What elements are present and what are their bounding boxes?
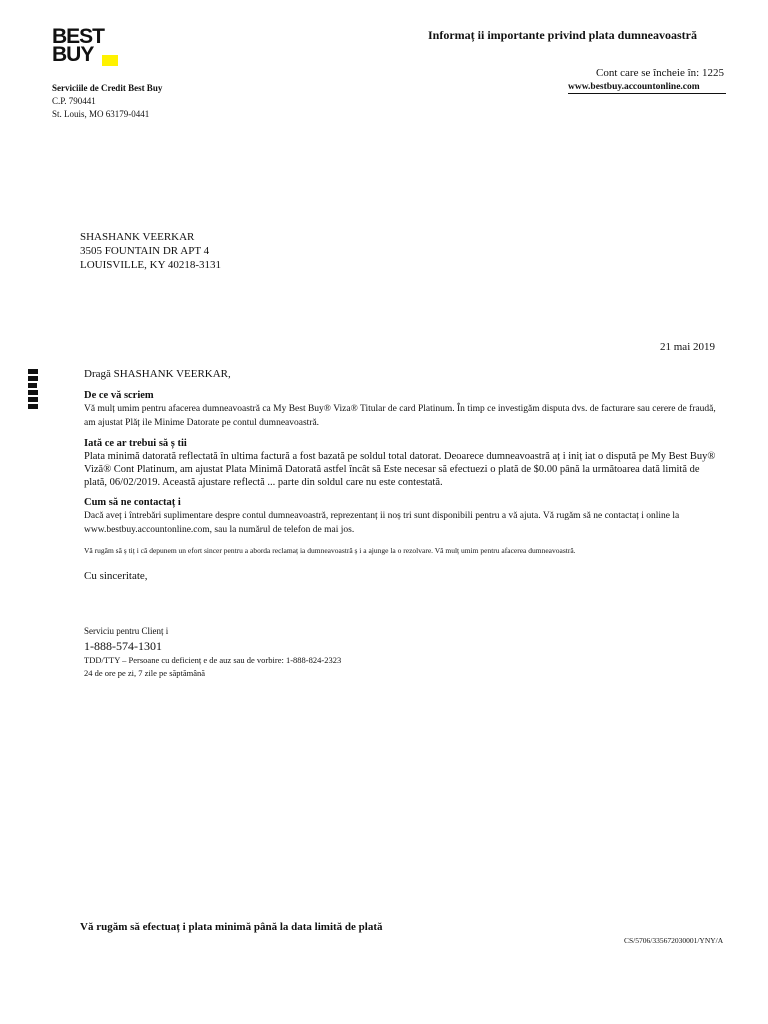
logo-text-line2: BUY <box>52 43 94 66</box>
service-tdd: TDD/TTY – Persoane cu deficienț e de auz sau de vorbire: 1-888-824-2323 <box>84 655 342 665</box>
sender-city: St. Louis, MO 63179-0441 <box>52 109 150 119</box>
closing-date: Cont care se încheie în: 1225 <box>596 67 724 79</box>
barcode-marks <box>28 369 38 411</box>
service-hours: 24 de ore pe zi, 7 zile pe săptămână <box>84 668 206 678</box>
sender-address <box>52 82 162 121</box>
note-text: Vă rugăm să ș tiț i că depunem un efort sincer pentru a aborda reclamaț ia dumneavoastră ș i a ajunge la o rezolvare. Vă mulț umim pentru afacerea dumneavoastră. <box>84 546 576 555</box>
recipient-address2: LOUISVILLE, KY 40218-3131 <box>80 259 222 271</box>
section-title-contact: Cum să ne contactaț i <box>84 497 181 508</box>
logo-yellow-tag-icon <box>102 55 118 66</box>
sender-name: Serviciile de Credit Best Buy <box>52 83 163 93</box>
sender-po-box: C.P. 790441 <box>52 96 96 106</box>
section-text-contact: Dacă aveț i întrebări suplimentare despre contul dumneavoastră, reprezentanț ii noș tri sunt disponibili pentru a vă ajuta. Vă rugăm să ne contactaț i online la www.bestbuy.accountonline.com, sau la numărul de telefon de mai jos. <box>84 511 680 535</box>
website-link[interactable]: www.bestbuy.accountonline.com <box>568 82 726 94</box>
service-label: Serviciu pentru Clienț i <box>84 626 169 636</box>
logo-text-line1: BEST <box>52 25 105 48</box>
section-text-know: Plata minimă datorată reflectată în ultima factură a fost bazată pe soldul total datorat. Deoarece dumneavoastră aț i iniț iat o dispută pe My Best Buy® Viză® Cont Platinum, am ajustat Plata Minimă Datorată astfel încât să Este necesar să efectuezi o plată de $0.00 până la următoarea dată limită de plată, 06/02/2019. Această ajustare reflectă ... parte din soldul care nu este contestată. <box>84 451 716 488</box>
best-buy-logo <box>52 25 122 68</box>
recipient-name: SHASHANK VEERKAR <box>80 231 195 243</box>
footer-code: CS/5706/335672030001/YNY/A <box>624 936 724 945</box>
greeting: Dragă SHASHANK VEERKAR, <box>84 368 231 380</box>
recipient-address <box>80 230 221 272</box>
section-title-why: De ce vă scriem <box>84 390 154 401</box>
closing-text: Cu sinceritate, <box>84 570 148 582</box>
service-phone: 1-888-574-1301 <box>84 639 162 653</box>
page-title: Informaț ii importante privind plata dumneavoastră <box>428 28 698 42</box>
footer-message: Vă rugăm să efectuaț i plata minimă până la data limită de plată <box>80 921 383 933</box>
section-text-why: Vă mulț umim pentru afacerea dumneavoastră ca My Best Buy® Viza® Titular de card Platinum. În timp ce investigăm disputa dvs. de facturare sau cerere de fraudă, am ajustat Plăț ile Minime Datorate pe contul dumneavoastră. <box>84 404 716 428</box>
letter-date: 21 mai 2019 <box>660 341 715 353</box>
customer-service-block <box>84 626 341 680</box>
section-title-know: Iată ce ar trebui să ș tii <box>84 438 187 449</box>
recipient-address1: 3505 FOUNTAIN DR APT 4 <box>80 245 210 257</box>
letter-body <box>84 368 724 582</box>
